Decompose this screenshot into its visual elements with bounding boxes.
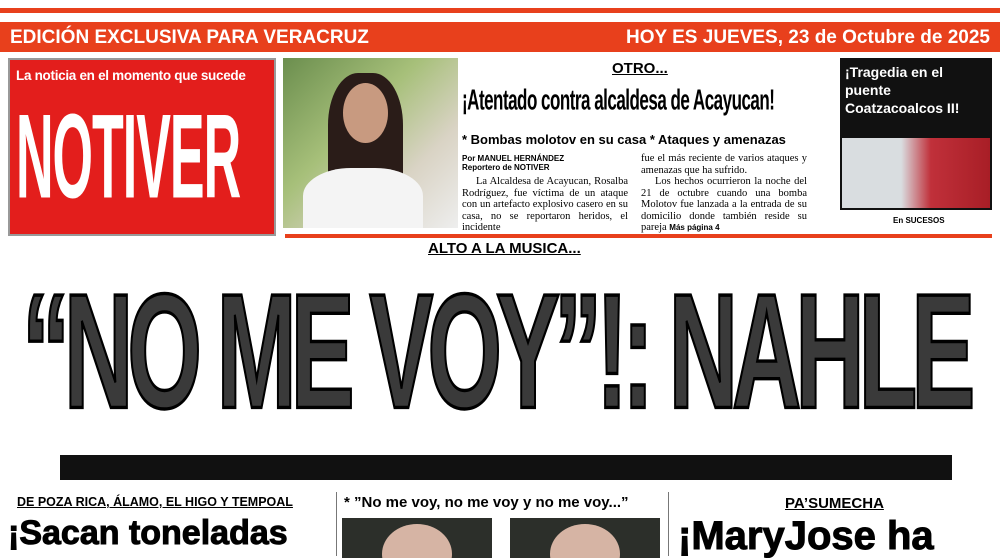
- accident-photo: [842, 138, 990, 208]
- center-quote: * ”No me voy, no me voy y no me voy...”: [344, 494, 629, 511]
- lead-headline[interactable]: ¡Atentado contra alcaldesa de Acayucan!: [462, 84, 775, 117]
- left-kicker: DE POZA RICA, ÁLAMO, EL HIGO Y TEMPOAL: [17, 495, 293, 509]
- video-face: [550, 524, 620, 558]
- byline-author: Por MANUEL HERNÁNDEZ: [462, 154, 565, 163]
- left-headline[interactable]: ¡Sacan toneladas: [8, 514, 288, 552]
- lead-body-col1: La Alcaldesa de Acayucan, Rosalba Rodríguez, fue víctima de un ataque con un artefacto explosivo casero en su casa, no se reportaron heridos, el incidente: [462, 176, 628, 233]
- col2-text: Los hechos ocurrieron la noche del 21 de octubre cuando una bomba Molotov fue lanzada a la entrada de su domicilio donde también reside su pareja: [641, 176, 807, 233]
- headline-bar: [60, 455, 952, 480]
- main-headline[interactable]: “NO ME VOY”!: NAHLE: [22, 261, 970, 444]
- lead-body-col2: [641, 153, 807, 234]
- column-divider: [668, 492, 669, 556]
- more-link[interactable]: Más página 4: [669, 223, 720, 232]
- main-kicker: ALTO A LA MUSICA...: [428, 240, 581, 257]
- column-divider: [336, 492, 337, 556]
- photo-face: [343, 83, 388, 143]
- edition-label: EDICIÓN EXCLUSIVA PARA VERACRUZ: [10, 27, 369, 48]
- col2-paragraph: [641, 176, 807, 234]
- newspaper-logo[interactable]: [8, 58, 276, 236]
- edition-band: [0, 22, 1000, 52]
- date-label: HOY ES JUEVES, 23 de Octubre de 2025: [626, 27, 990, 48]
- col2-paragraph: fue el más reciente de varios ataques y amenazas que ha sufrido.: [641, 153, 807, 176]
- lead-kicker: OTRO...: [612, 60, 668, 77]
- byline-role: Reportero de NOTIVER: [462, 163, 550, 172]
- logo-name: NOTIVER: [16, 91, 241, 226]
- side-section: En SUCESOS: [893, 216, 945, 225]
- right-kicker: PA’SUMECHA: [785, 495, 884, 512]
- video-face: [382, 524, 452, 558]
- top-rule: [0, 8, 1000, 13]
- logo-tagline: La noticia en el momento que sucede: [16, 68, 246, 83]
- side-headline: ¡Tragedia en el puente Coatzacoalcos II!: [845, 64, 960, 116]
- video-still-2[interactable]: [510, 518, 660, 558]
- divider: [285, 234, 992, 238]
- lead-subhead: * Bombas molotov en su casa * Ataques y amenazas: [462, 132, 786, 147]
- right-headline[interactable]: ¡MaryJose ha: [678, 514, 934, 558]
- byline: [462, 154, 564, 172]
- photo-shirt: [303, 168, 423, 228]
- video-still-1[interactable]: [342, 518, 492, 558]
- side-story-box[interactable]: [840, 58, 992, 210]
- mayor-photo[interactable]: [283, 58, 458, 228]
